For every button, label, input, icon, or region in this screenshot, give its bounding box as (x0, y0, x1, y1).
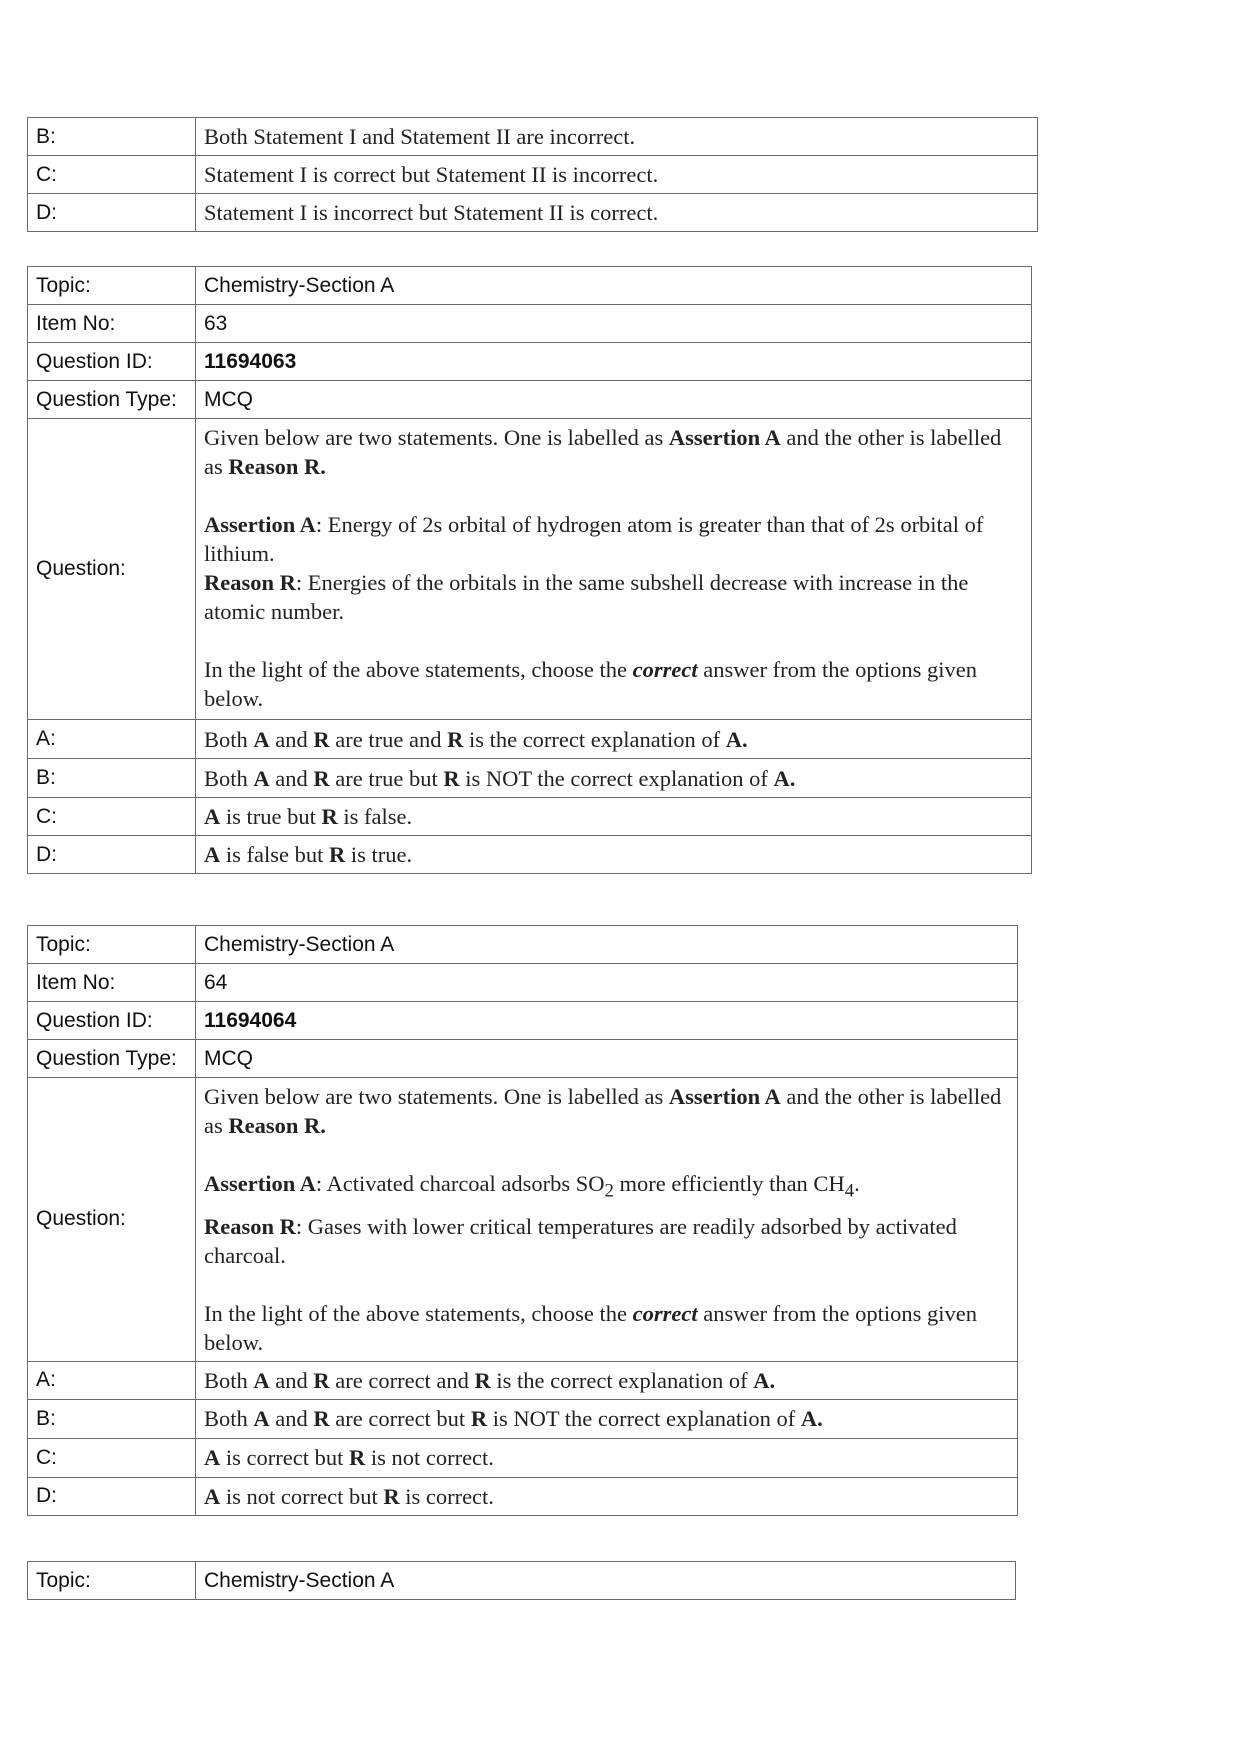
option-label: B: (28, 118, 196, 156)
question-type-value: MCQ (196, 1040, 1018, 1078)
question-row (28, 419, 1032, 720)
topic-row (28, 1562, 1016, 1600)
topic-label: Topic: (28, 926, 196, 964)
assertion-statement: Assertion A: Activated charcoal adsorbs $SO_2$ more efficiently than $CH_4$. (204, 1171, 860, 1202)
option-row (28, 1477, 1018, 1515)
question-type-label: Question Type: (28, 381, 196, 419)
question-64-table (27, 925, 1018, 1516)
question-type-value: MCQ (196, 381, 1032, 419)
question-type-label: Question Type: (28, 1040, 196, 1078)
question-type-row (28, 1040, 1018, 1078)
topic-row (28, 926, 1018, 964)
option-row (28, 1438, 1018, 1477)
option-label: A: (28, 1361, 196, 1399)
option-row (28, 1361, 1018, 1399)
item-row (28, 964, 1018, 1002)
topic-value: Chemistry-Section A (196, 926, 1018, 964)
reason-statement: Reason R: Gases with lower critical temperatures are readily adsorbed by activated charcoal. (204, 1213, 957, 1268)
option-label: D: (28, 1477, 196, 1515)
question-instruction: In the light of the above statements, choose the correct answer from the options given below. (204, 657, 977, 711)
option-row (28, 1399, 1018, 1438)
option-row (28, 798, 1032, 836)
option-text: A is not correct but R is correct. (196, 1477, 1018, 1515)
assertion-statement: Assertion A: Energy of 2s orbital of hydrogen atom is greater than that of 2s orbital of lithium. (204, 512, 984, 566)
question-id-label: Question ID: (28, 1002, 196, 1040)
question-label: Question: (28, 1078, 196, 1362)
option-label: C: (28, 156, 196, 194)
previous-question-options-table (27, 117, 1038, 232)
topic-label: Topic: (28, 267, 196, 305)
option-label: B: (28, 1399, 196, 1438)
reason-statement: Reason R: Energies of the orbitals in the same subshell decrease with increase in the atomic number. (204, 570, 969, 624)
subscript: 4 (844, 1180, 855, 1202)
question-id-label: Question ID: (28, 343, 196, 381)
topic-label: Topic: (28, 1562, 196, 1600)
option-row (28, 194, 1038, 232)
question-type-row (28, 381, 1032, 419)
question-body (196, 1078, 1018, 1362)
question-intro: Given below are two statements. One is labelled as Assertion A and the other is labelled as Reason R. (204, 425, 1002, 479)
question-id-row (28, 1002, 1018, 1040)
option-text: Both A and R are correct and R is the correct explanation of A. (196, 1361, 1018, 1399)
item-value: 63 (196, 305, 1032, 343)
question-body (196, 419, 1032, 720)
option-text: A is correct but R is not correct. (196, 1438, 1018, 1477)
question-label: Question: (28, 419, 196, 720)
option-row (28, 720, 1032, 759)
item-label: Item No: (28, 964, 196, 1002)
option-label: C: (28, 798, 196, 836)
option-row (28, 836, 1032, 874)
option-label: D: (28, 194, 196, 232)
question-row (28, 1078, 1018, 1362)
question-id-value: 11694063 (196, 343, 1032, 381)
question-63-table (27, 266, 1032, 874)
question-id-value: 11694064 (196, 1002, 1018, 1040)
option-text: Both A and R are true but R is NOT the correct explanation of A. (196, 759, 1032, 798)
next-question-table (27, 1561, 1016, 1600)
option-label: A: (28, 720, 196, 759)
option-label: B: (28, 759, 196, 798)
question-id-row (28, 343, 1032, 381)
option-label: C: (28, 1438, 196, 1477)
option-text: Statement I is incorrect but Statement II is correct. (196, 194, 1038, 232)
item-row (28, 305, 1032, 343)
subscript: 2 (604, 1180, 614, 1202)
topic-row (28, 267, 1032, 305)
item-label: Item No: (28, 305, 196, 343)
option-row (28, 156, 1038, 194)
question-instruction: In the light of the above statements, choose the correct answer from the options given below. (204, 1300, 977, 1355)
option-text: A is false but R is true. (196, 836, 1032, 874)
option-row (28, 118, 1038, 156)
topic-value: Chemistry-Section A (196, 1562, 1016, 1600)
option-label: D: (28, 836, 196, 874)
topic-value: Chemistry-Section A (196, 267, 1032, 305)
option-text: Both A and R are true and R is the correct explanation of A. (196, 720, 1032, 759)
item-value: 64 (196, 964, 1018, 1002)
option-text: A is true but R is false. (196, 798, 1032, 836)
option-row (28, 759, 1032, 798)
option-text: Both A and R are correct but R is NOT the correct explanation of A. (196, 1399, 1018, 1438)
option-text: Statement I is correct but Statement II is incorrect. (196, 156, 1038, 194)
option-text: Both Statement I and Statement II are incorrect. (196, 118, 1038, 156)
question-intro: Given below are two statements. One is labelled as Assertion A and the other is labelled as Reason R. (204, 1084, 1002, 1138)
